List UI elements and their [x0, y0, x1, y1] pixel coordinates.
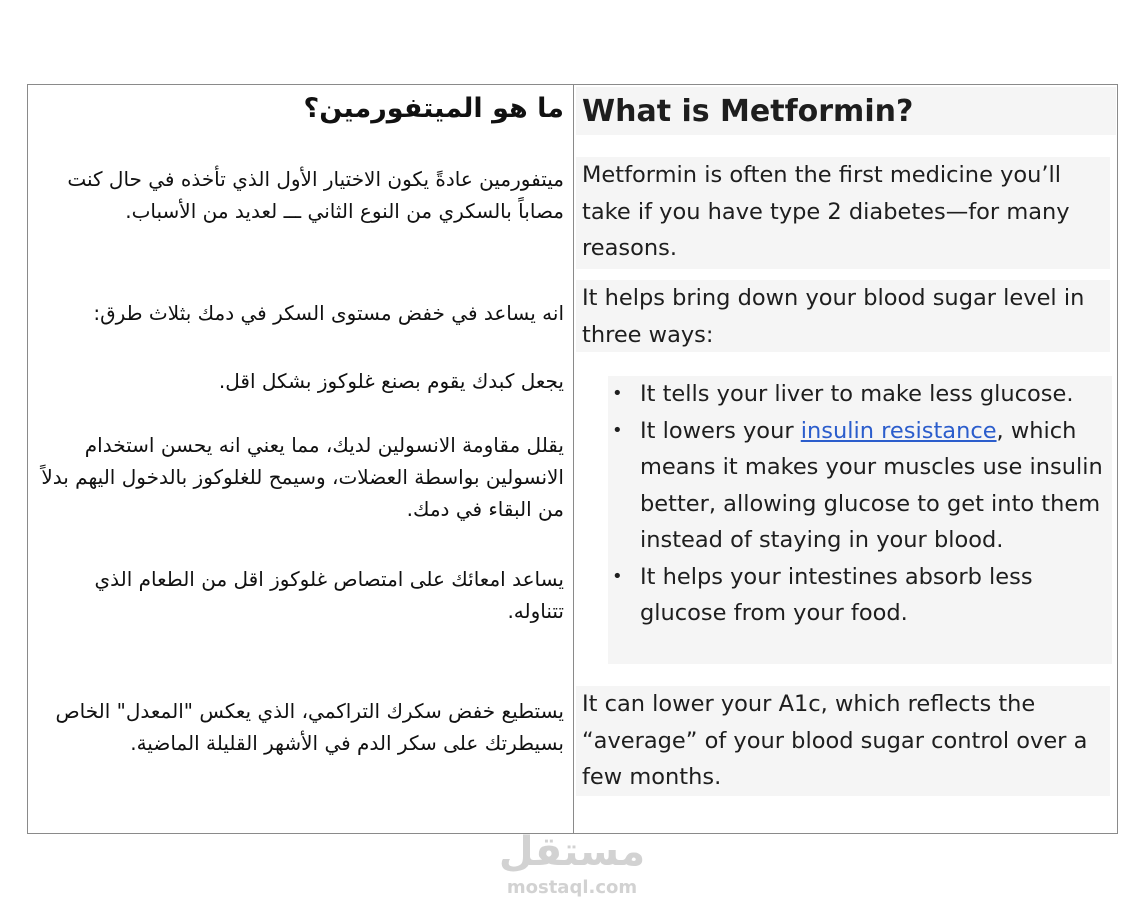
watermark-latin: mostaql.com — [506, 877, 638, 898]
translation-table — [27, 84, 1118, 834]
english-title: What is Metformin? — [576, 87, 1116, 135]
english-bullet-list — [608, 376, 1112, 664]
mostaql-watermark — [472, 826, 672, 898]
watermark-arabic: مستقل — [498, 829, 646, 875]
bullet-icon: • — [612, 419, 623, 441]
insulin-resistance-link[interactable]: insulin resistance — [800, 417, 997, 444]
arabic-paragraph-3: يجعل كبدك يقوم بصنع غلوكوز بشكل اقل. — [218, 369, 564, 393]
list-item — [608, 559, 1112, 632]
arabic-paragraph-4: يقلل مقاومة الانسولين لديك، مما يعني انه يحسن استخدام الانسولين بواسطة العضلات، وسيمح للغلوكوز بالدخول اليهم بدلاً من البقاء في دمك. — [41, 433, 564, 521]
list-item-text: It lowers your — [640, 417, 801, 444]
arabic-paragraph-5: يساعد امعائك على امتصاص غلوكوز اقل من الطعام الذي تتناوله. — [94, 567, 564, 623]
list-item-text: It tells your liver to make less glucose. — [640, 381, 1074, 407]
list-item — [608, 413, 1112, 559]
arabic-paragraph-6: يستطيع خفض سكرك التراكمي، الذي يعكس "المعدل" الخاص بسيطرتك على سكر الدم في الأشهر القليلة الماضية. — [55, 699, 564, 755]
bullet-icon: • — [612, 383, 623, 404]
bullet-icon: • — [612, 565, 623, 587]
arabic-title: ما هو الميتفورمين؟ — [303, 93, 564, 124]
arabic-paragraph-1: ميتفورمين عادةً يكون الاختيار الأول الذي تأخذه في حال كنت مصاباً بالسكري من النوع الثاني ـــ لعديد من الأسباب. — [67, 167, 564, 223]
arabic-paragraph-2: انه يساعد في خفض مستوى السكر في دمك بثلاث طرق: — [93, 301, 564, 325]
english-paragraph-2: It helps bring down your blood sugar level in three ways: — [576, 280, 1110, 352]
list-item-text: It helps your intestines absorb less glucose from your food. — [640, 563, 1033, 626]
column-divider — [573, 85, 574, 833]
english-paragraph-3: It can lower your A1c, which reflects the “average” of your blood sugar control over a few months. — [576, 686, 1110, 796]
list-item-text-continued: , which means it makes your muscles use insulin better, allowing glucose to get into them instead of staying in your blood. — [640, 417, 1103, 553]
list-item — [608, 376, 1112, 413]
english-paragraph-1: Metformin is often the first medicine you’ll take if you have type 2 diabetes—for many reasons. — [576, 157, 1110, 269]
